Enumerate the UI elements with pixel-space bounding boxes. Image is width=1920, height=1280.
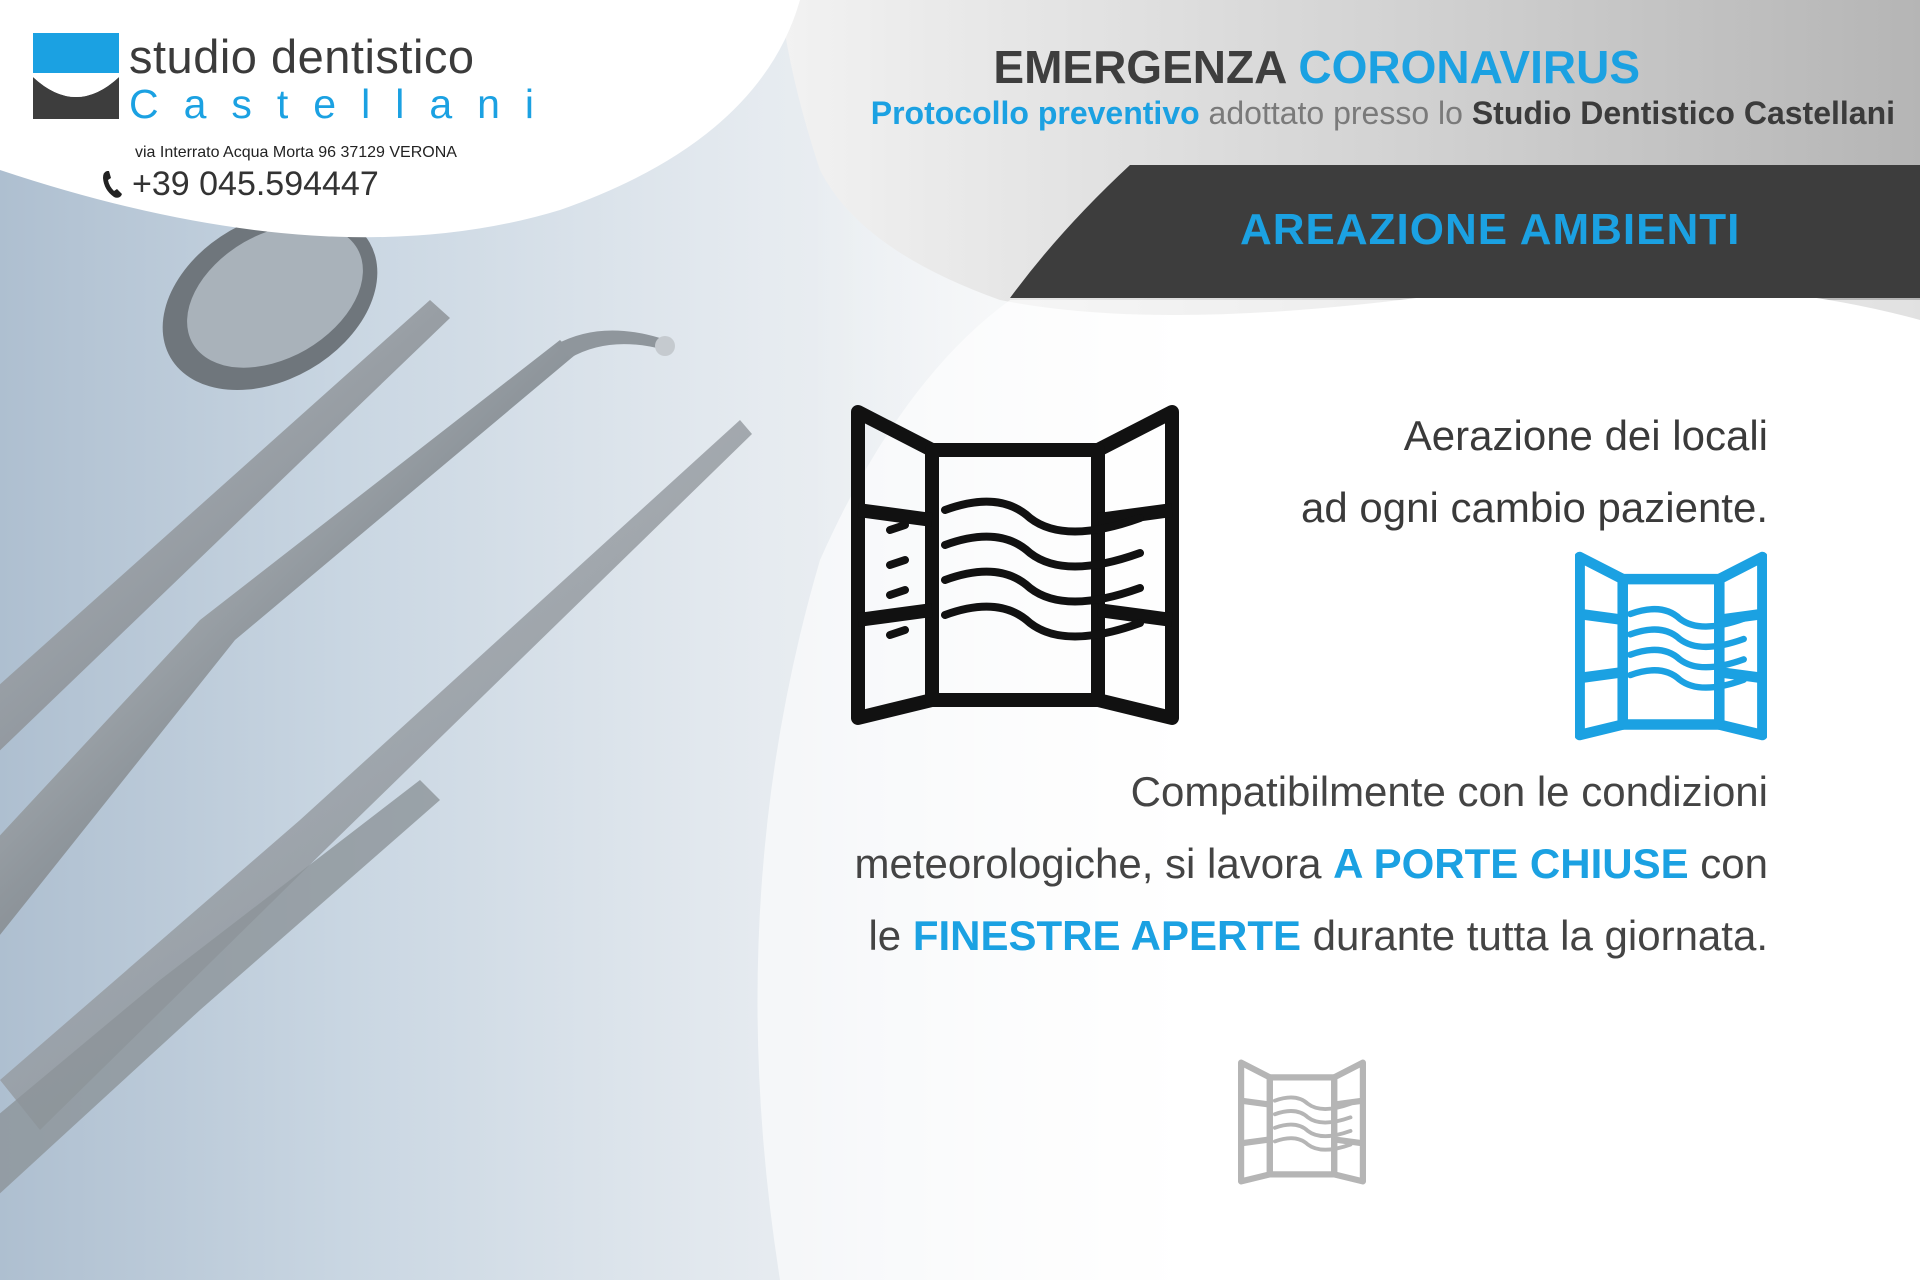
tooth-logo-icon xyxy=(33,33,119,119)
subheadline-studio: Studio Dentistico Castellani xyxy=(1471,95,1895,131)
body-text xyxy=(855,756,1768,972)
body-line-2 xyxy=(855,828,1768,900)
open-window-icon xyxy=(850,400,1180,730)
subheadline-adopted: adottato presso lo xyxy=(1208,95,1463,131)
lead-text xyxy=(1301,400,1768,544)
logo-line-2: Castellani xyxy=(129,81,560,127)
phone-icon xyxy=(100,168,126,200)
logo xyxy=(33,30,560,128)
body-line-2-start: meteorologiche, si lavora xyxy=(854,840,1322,887)
phone[interactable] xyxy=(100,164,379,204)
headline-emergency: EMERGENZA xyxy=(993,41,1286,93)
body-line-3 xyxy=(855,900,1768,972)
body-line-3-start: le xyxy=(868,912,902,959)
section-title: AREAZIONE AMBIENTI xyxy=(1240,205,1741,254)
lead-line-2: ad ogni cambio paziente. xyxy=(1301,484,1768,531)
headline xyxy=(993,40,1640,94)
phone-number[interactable]: +39 045.594447 xyxy=(132,164,379,203)
highlight-closed-doors: A PORTE CHIUSE xyxy=(1333,840,1689,887)
highlight-open-windows: FINESTRE APERTE xyxy=(912,912,1301,959)
body-line-1: Compatibilmente con le condizioni xyxy=(1130,768,1768,815)
body-line-3-end: durante tutta la giornata. xyxy=(1312,912,1768,959)
open-window-icon xyxy=(1575,550,1767,742)
logo-line-1: studio dentistico xyxy=(129,30,475,83)
subheadline-protocol: Protocollo preventivo xyxy=(870,95,1200,131)
subheadline xyxy=(871,95,1895,132)
body-line-2-end: con xyxy=(1700,840,1768,887)
open-window-icon xyxy=(1238,1058,1366,1186)
address: via Interrato Acqua Morta 96 37129 VERONA xyxy=(135,144,457,161)
headline-coronavirus: CORONAVIRUS xyxy=(1298,41,1640,93)
lead-line-1: Aerazione dei locali xyxy=(1403,412,1768,459)
